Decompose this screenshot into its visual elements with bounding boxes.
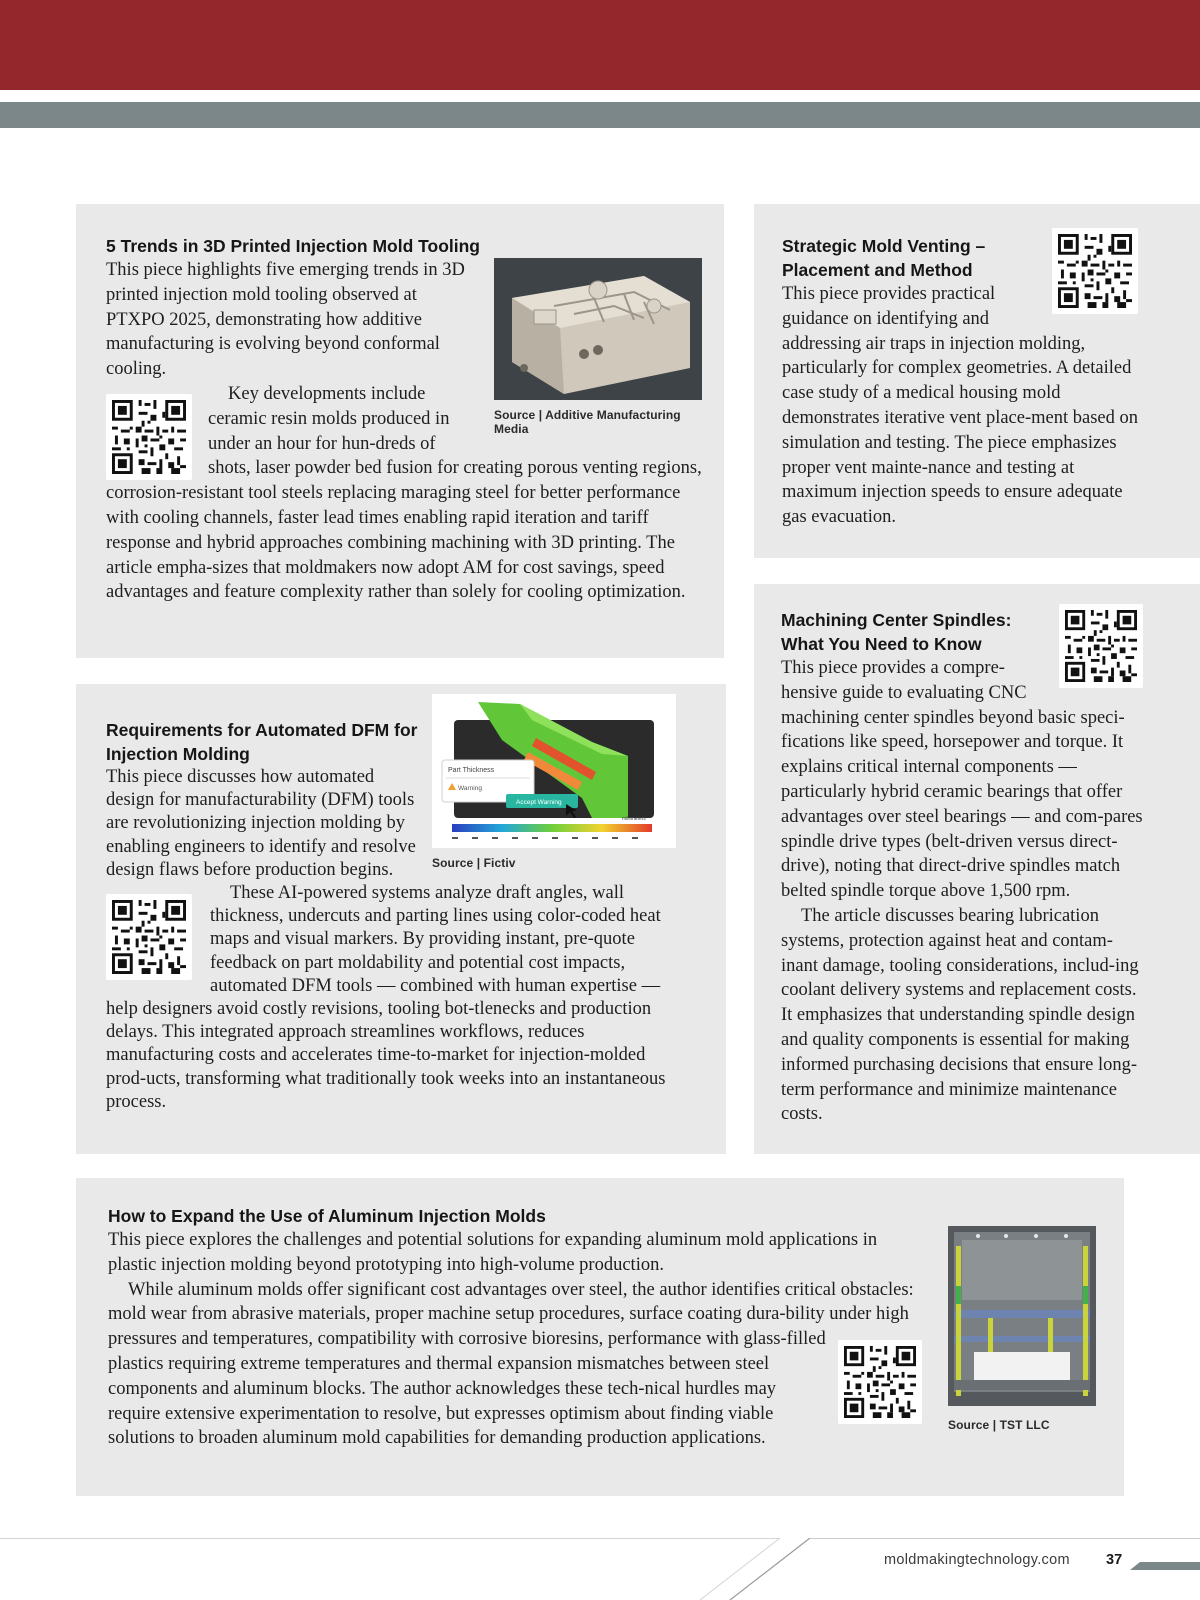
figure-dfm-software: [432, 694, 676, 870]
figure-caption: Source | Fictiv: [432, 856, 516, 870]
article-paragraph: These AI-powered systems analyze draft angles, wall thickness, undercuts and parting lines using color-coded heat maps and visual markers. By providing instant, pre-quote feedback on part moldability and potential cost impacts, automated DFM tools — combined with human expertise — help designers avoid costly revisions, tooling bot-tlenecks and production delays. This integrated approach streamlines workflows, reduces manufacturing costs and accelerates time-to-market for injection-molded prod-ucts, transforming what traditionally took weeks into an instantaneous process.: [106, 883, 666, 1112]
qr-code[interactable]: [106, 394, 192, 480]
ui-warning-label: Warning: [458, 785, 482, 792]
ui-unit-label: millimeters: [622, 816, 646, 822]
qr-code-icon: [112, 400, 186, 474]
article-card-automated-dfm: [76, 684, 726, 1154]
article-paragraph: This piece provides a compre-hensive guide to evaluating CNC machining center spindles beyond basic speci-fications like speed, horsepower and torque. It explains critical internal components — particularly hybrid ceramic bearings that offer advantages over steel bearings — and com-pares spindle drive types (belt-driven versus direct-drive), noting that direct-drive spindles match belted spindle torque above 1,500 rpm.: [781, 658, 1143, 902]
article-title[interactable]: Machining Center Spindles: What You Need to Know: [781, 610, 1012, 654]
header-red-band: [0, 0, 1200, 90]
article-paragraph: Key developments include ceramic resin molds produced in under an hour for hun-dreds of shots, laser powder bed fusion for creating porous venting regions, corrosion-resistant tool steels replacing maraging steel for better performance with cooling channels, faster lead times enabling rapid iteration and tariff response and hybrid approaches combining machining with 3D printing. The article empha-sizes that moldmakers now adopt AM for cost savings, speed advantages and feature complexity rather than solely for cooling optimization.: [106, 383, 702, 603]
article-paragraph: This piece provides practical guidance on identifying and addressing air traps in injection molding, particularly for complex geometries. A detailed case study of a medical housing mold demonstrates iterative vent place-ment based on simulation and testing. The piece emphasizes proper vent mainte-nance and testing at maximum injection speeds to ensure adequate gas evacuation.: [782, 284, 1138, 528]
article-card-aluminum-molds: [76, 1178, 1124, 1496]
article-paragraph: The article discusses bearing lubrication systems, protection against heat and contam-inant damage, tooling considerations, includ-ing coolant delivery systems and replacement costs. It emphasizes that understanding spindle design and quality components is essential for making informed purchasing decisions that ensure long-term performance and minimize maintenance costs.: [781, 905, 1139, 1125]
qr-code[interactable]: [106, 894, 192, 980]
article-paragraph: This piece highlights five emerging trends in 3D printed injection mold tooling observed at PTXPO 2025, demonstrating how additive manufacturing is evolving beyond conformal cooling.: [106, 260, 465, 380]
header-grey-band: [0, 102, 1200, 128]
footer-rule: [0, 1538, 780, 1539]
qr-code-icon: [1058, 234, 1132, 308]
figure-3d-printed-mold: [494, 258, 702, 436]
mold-insert-photo: [494, 258, 702, 400]
ui-accept-label: Accept Warning: [516, 799, 562, 806]
article-title[interactable]: Strategic Mold Venting – Placement and Method: [782, 236, 986, 280]
ui-part-thickness-label: Part Thickness: [448, 767, 495, 774]
heatmap-legend-bar: [452, 824, 652, 832]
aluminum-mold-photo: [948, 1226, 1096, 1406]
footer-website[interactable]: moldmakingtechnology.com: [884, 1552, 1070, 1568]
qr-code-icon: [1065, 610, 1137, 682]
article-card-spindles: [754, 584, 1200, 1154]
article-title[interactable]: Requirements for Automated DFM for Injection Molding: [106, 720, 418, 764]
footer-decorative-lines: [700, 1538, 1200, 1600]
article-paragraph: While aluminum molds offer significant cost advantages over steel, the author identifies critical obstacles: mold wear from abrasive materials, proper machine setup procedures, surface coating dura-bility under high pressures and temperatures, compatibility with corrosive bioresins, performance with glass-filled plastics requiring extreme temperatures and thermal expansion mismatches between steel components and aluminum blocks. The author acknowledges these tech-nical hurdles may require extensive experimentation to resolve, but expresses optimism about finding viable solutions to broaden aluminum mold capabilities for demanding production applications.: [108, 1279, 914, 1449]
dfm-heatmap-screenshot: [432, 694, 676, 848]
figure-caption: Source | Additive Manufacturing Media: [494, 408, 681, 436]
article-card-3d-printed-tooling: [76, 204, 724, 658]
article-card-mold-venting: [754, 204, 1200, 558]
article-title[interactable]: How to Expand the Use of Aluminum Injection Molds: [108, 1206, 546, 1226]
qr-code[interactable]: [1059, 604, 1143, 688]
figure-caption: Source | TST LLC: [948, 1418, 1050, 1432]
qr-code[interactable]: [838, 1340, 922, 1424]
qr-code-icon: [844, 1346, 916, 1418]
article-paragraph: This piece explores the challenges and potential solutions for expanding aluminum mold applications in plastic injection molding beyond prototyping into high-volume production.: [108, 1230, 878, 1275]
qr-code-icon: [112, 900, 186, 974]
qr-code[interactable]: [1052, 228, 1138, 314]
page-number: 37: [1106, 1552, 1123, 1568]
article-paragraph: This piece discusses how automated design for manufacturability (DFM) tools are revolutionizing injection molding by enabling engineers to identify and resolve design flaws before production begins.: [106, 767, 416, 880]
article-title[interactable]: 5 Trends in 3D Printed Injection Mold Tooling: [106, 236, 480, 256]
figure-aluminum-mold: [948, 1226, 1096, 1432]
